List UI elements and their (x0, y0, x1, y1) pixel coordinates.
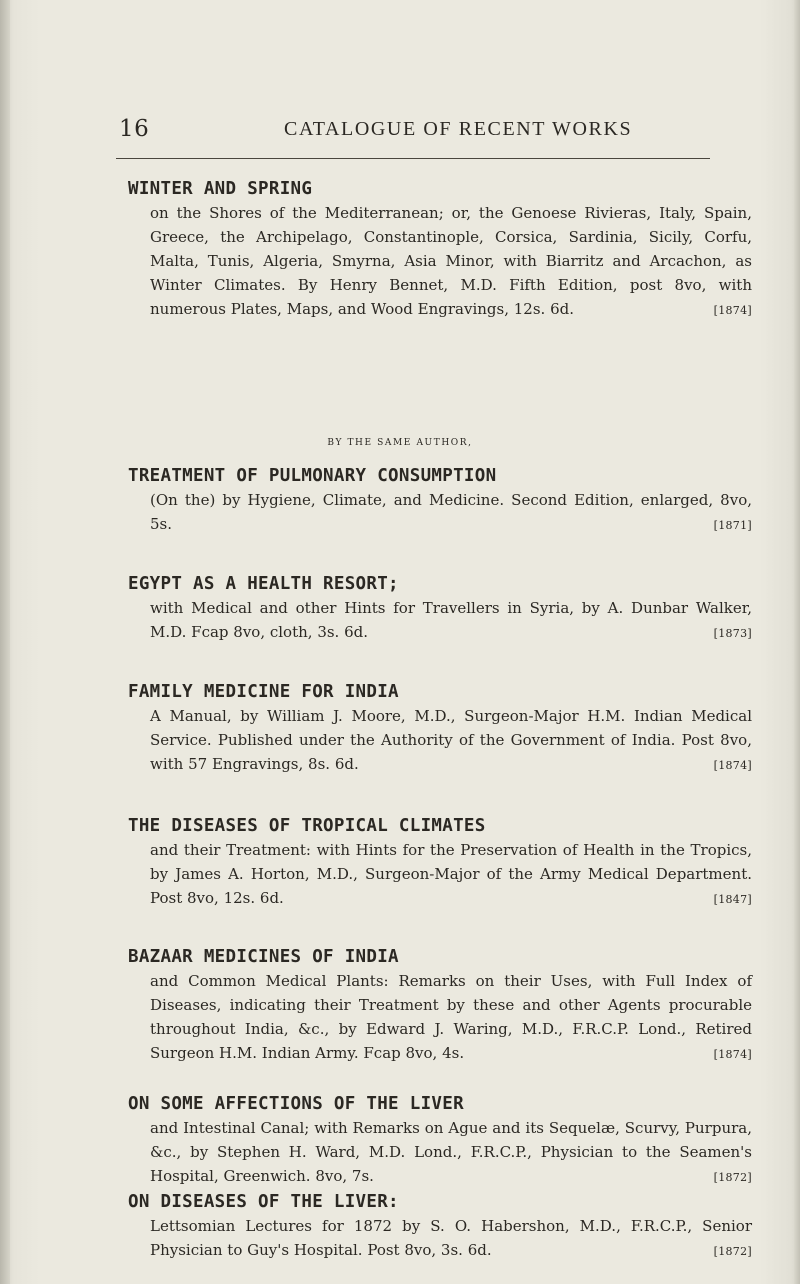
header-rule (116, 158, 710, 159)
entry-title: EGYPT AS A HEALTH RESORT; (128, 574, 399, 594)
catalogue-entry (128, 572, 758, 646)
entry-description (150, 1214, 752, 1262)
entry-description (150, 596, 752, 644)
entry-title: ON DISEASES OF THE LIVER: (128, 1192, 399, 1212)
entry-title: FAMILY MEDICINE FOR INDIA (128, 682, 399, 702)
catalogue-entry (128, 177, 758, 323)
running-head (0, 116, 800, 146)
catalogue-entry (128, 680, 758, 778)
entry-description (150, 1116, 752, 1188)
entry-title: TREATMENT OF PULMONARY CONSUMPTION (128, 466, 497, 486)
page-gutter-left (0, 0, 10, 1284)
entry-description (150, 969, 752, 1065)
page-edge-right (794, 0, 800, 1284)
entry-year: [1874] (713, 304, 752, 317)
entry-title: WINTER AND SPRING (128, 179, 313, 199)
entry-text: and Common Medical Plants: Remarks on their Uses, with Full Index of Diseases, indicating their Treatment by these and other Agents procurable throughout India, &c., by Edward J. Waring, M.D., F.R.C.P. Lond., Retired Surgeon H.M. Indian Army. Fcap 8vo, 4s. (150, 972, 752, 1062)
running-head-title: CATALOGUE OF RECENT WORKS (284, 118, 633, 140)
entry-year: [1847] (713, 893, 752, 906)
entry-year: [1873] (713, 627, 752, 640)
entry-title: ON SOME AFFECTIONS OF THE LIVER (128, 1094, 464, 1114)
catalogue-entry (128, 945, 758, 1067)
entry-text: with Medical and other Hints for Travellers in Syria, by A. Dunbar Walker, M.D. Fcap 8vo, cloth, 3s. 6d. (150, 599, 752, 641)
entry-text: and their Treatment: with Hints for the Preservation of Health in the Tropics, by James A. Horton, M.D., Surgeon-Major of the Army Medical Department. Post 8vo, 12s. 6d. (150, 841, 752, 907)
entry-description (150, 838, 752, 910)
catalogue-entry (128, 1092, 758, 1190)
entry-description (150, 704, 752, 776)
entry-text: (On the) by Hygiene, Climate, and Medicine. Second Edition, enlarged, 8vo, 5s. (150, 491, 752, 533)
catalogue-entry (128, 1190, 758, 1264)
catalogue-entry (128, 464, 758, 538)
entry-title: BAZAAR MEDICINES OF INDIA (128, 947, 399, 967)
entry-description (150, 201, 752, 321)
entry-text: A Manual, by William J. Moore, M.D., Surgeon-Major H.M. Indian Medical Service. Published under the Authority of the Government of India. Post 8vo, with 57 Engravings, 8s. 6d. (150, 707, 752, 773)
entry-text: on the Shores of the Mediterranean; or, the Genoese Rivieras, Italy, Spain, Greece, the Archipelago, Constantinople, Corsica, Sardinia, Sicily, Corfu, Malta, Tunis, Algeria, Smyrna, Asia Minor, with Biarritz and Arcachon, as Winter Climates. By Henry Bennet, M.D. Fifth Edition, post 8vo, with numerous Plates, Maps, and Wood Engravings, 12s. 6d. (150, 204, 752, 318)
entry-year: [1871] (713, 519, 752, 532)
entry-year: [1872] (713, 1171, 752, 1184)
page-number: 16 (119, 116, 150, 142)
entry-text: Lettsomian Lectures for 1872 by S. O. Habershon, M.D., F.R.C.P., Senior Physician to Guy's Hospital. Post 8vo, 3s. 6d. (150, 1217, 752, 1259)
same-author-byline: BY THE SAME AUTHOR, (327, 438, 473, 448)
entry-year: [1874] (713, 1048, 752, 1061)
entry-year: [1872] (713, 1245, 752, 1258)
entry-description (150, 488, 752, 536)
catalogue-entry (128, 814, 758, 912)
entry-title: THE DISEASES OF TROPICAL CLIMATES (128, 816, 486, 836)
entry-year: [1874] (713, 759, 752, 772)
entry-text: and Intestinal Canal; with Remarks on Ague and its Sequelæ, Scurvy, Purpura, &c., by Stephen H. Ward, M.D. Lond., F.R.C.P., Physician to the Seamen's Hospital, Greenwich. 8vo, 7s. (150, 1119, 752, 1185)
